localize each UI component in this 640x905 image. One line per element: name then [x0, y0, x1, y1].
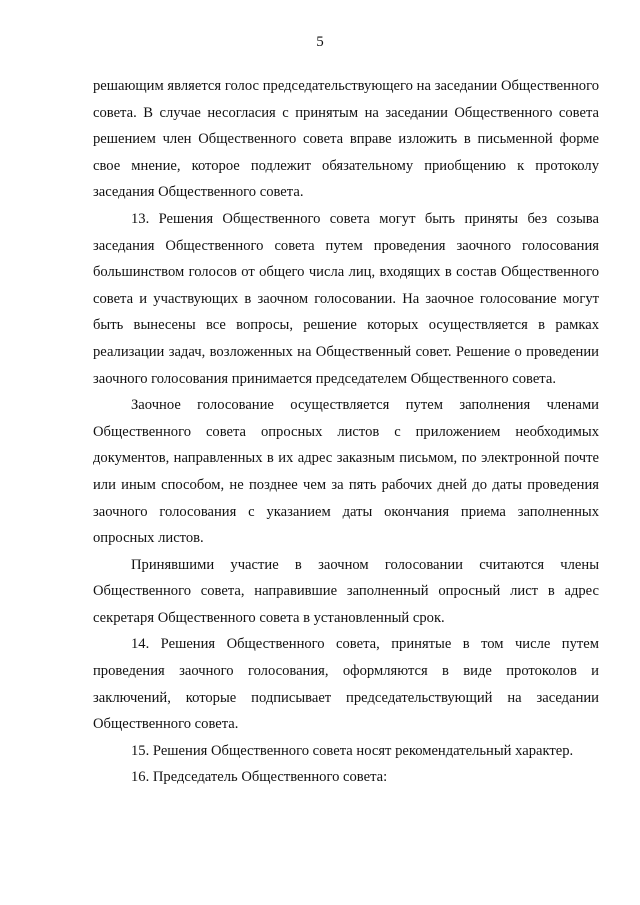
paragraph-13-participants: Принявшими участие в заочном голосовании считаются члены Общественного совета, направившие заполненный опросный лист в адрес секретаря Общественного совета в установленный срок.: [93, 556, 599, 626]
paragraph-13-correspondence-voting: Заочное голосование осуществляется путем заполнения членами Общественного совета опросных листов с приложением необходимых документов, направленных в их адрес заказным письмом, по электронной почте или иным способом, не позднее чем за пять рабочих дней до даты проведения заочного голосования с указанием даты окончания приема заполненных опросных листов.: [93, 397, 599, 547]
paragraph-14: 14. Решения Общественного совета, принятые в том числе путем проведения заочного голосования, оформляются в виде протоколов и заключений, которые подписывает председательствующий на заседании Общественного совета.: [93, 636, 599, 733]
page-number: 5: [316, 34, 324, 50]
paragraph-15: 15. Решения Общественного совета носят рекомендательный характер.: [131, 742, 574, 759]
paragraph-13: 13. Решения Общественного совета могут быть приняты без созыва заседания Общественного совета путем проведения заочного голосования большинством голосов от общего числа лиц, входящих в состав Общественного совета и участвующих в заочном голосовании. На заочное голосование могут быть вынесены все вопросы, решение которых осуществляется в рамках реализации задач, возложенных на Общественный совет. Решение о проведении заочного голосования принимается председателем Общественного совета.: [93, 210, 599, 387]
document-body: [93, 73, 599, 791]
paragraph-16: 16. Председатель Общественного совета:: [131, 769, 388, 786]
paragraph-continuation: решающим является голос председательствующего на заседании Общественного совета. В случае несогласия с принятым на заседании Общественного совета решением член Общественного совета вправе изложить в письменной форме свое мнение, которое подлежит обязательному приобщению к протоколу заседания Общественного совета.: [93, 78, 599, 201]
